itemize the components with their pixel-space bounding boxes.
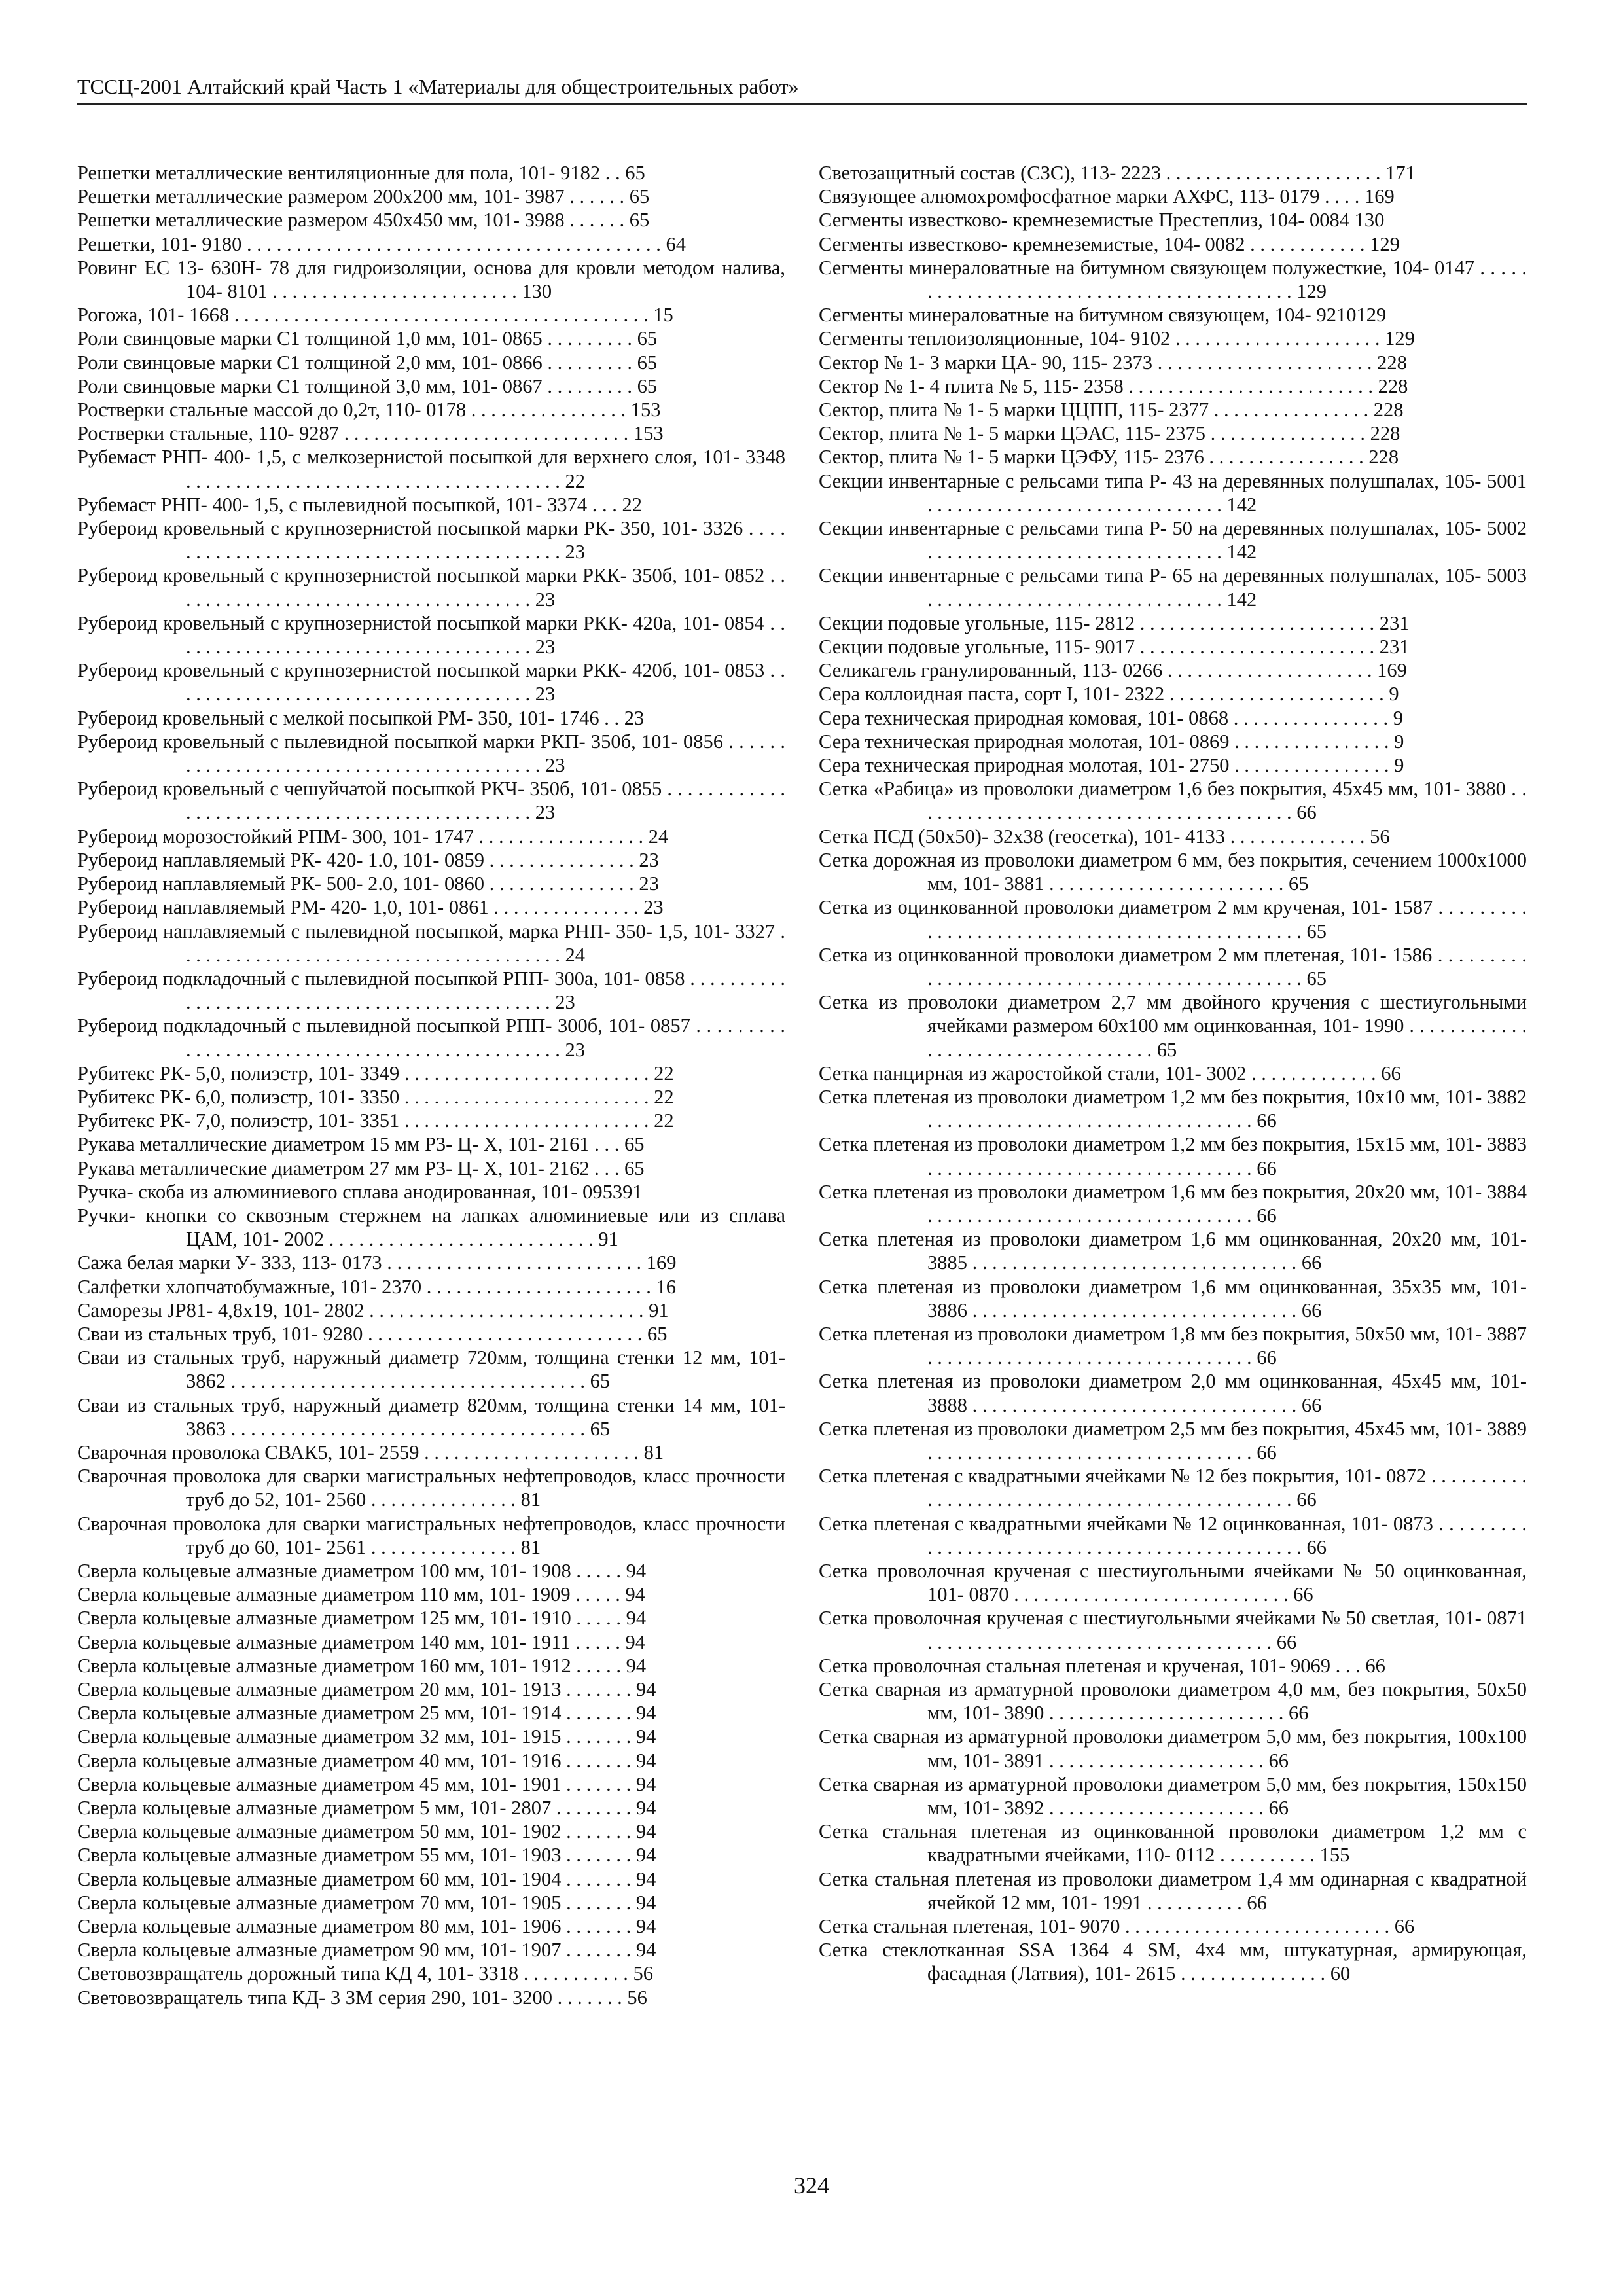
page-number: 324 <box>794 2172 829 2198</box>
index-entry: Ручки- кнопки со сквозным стержнем на лапках алюминиевые или из сплава ЦАМ, 101- 2002 . . . . . . . . . . . . . . . . . . . . . . . . . . . 91 <box>77 1204 785 1251</box>
index-entry: Рубероид кровельный с чешуйчатой посыпкой РКЧ- 350б, 101- 0855 . . . . . . . . . . . . . . . . . . . . . . . . . . . . . . . . . . . . . . . . . . . . . . . 23 <box>77 778 785 824</box>
index-entry: Сетка из оцинкованной проволоки диаметром 2 мм плетеная, 101- 1586 . . . . . . . . . . . . . . . . . . . . . . . . . . . . . . . . . . . . . . . . . . . . . . . 65 <box>819 943 1527 990</box>
index-entry: Сетка плетеная с квадратными ячейками № 12 оцинкованная, 101- 0873 . . . . . . . . . . . . . . . . . . . . . . . . . . . . . . . . . . . . . . . . . . . . . . . 66 <box>819 1512 1527 1558</box>
index-entry: Световозвращатель дорожный типа КД 4, 101- 3318 . . . . . . . . . . . 56 <box>77 1962 653 1985</box>
index-entry: Сектор № 1- 4 плита № 5, 115- 2358 . . . . . . . . . . . . . . . . . . . . . . . . . 228 <box>819 374 1408 397</box>
index-entry: Рубероид подкладочный с пылевидной посыпкой РПП- 300а, 101- 0858 . . . . . . . . . . . . . . . . . . . . . . . . . . . . . . . . . . . . . . . . . . . . . . . 23 <box>77 967 785 1014</box>
index-entry: Роли свинцовые марки С1 толщиной 2,0 мм, 101- 0866 . . . . . . . . . 65 <box>77 351 658 374</box>
index-entry: Сетка плетеная из проволоки диаметром 1,6 мм оцинкованная, 20х20 мм, 101- 3885 . . . . . . . . . . . . . . . . . . . . . . . . . . . . . . . . . 66 <box>819 1228 1527 1274</box>
index-entry: Сетка дорожная из проволоки диаметром 6 мм, без покрытия, сечением 1000х1000 мм, 101- 3881 . . . . . . . . . . . . . . . . . . . . . . . . 65 <box>819 848 1527 895</box>
index-entry: Сверла кольцевые алмазные диаметром 45 мм, 101- 1901 . . . . . . . 94 <box>77 1772 656 1795</box>
index-entry: Сварочная проволока для сварки магистральных нефтепроводов, класс прочности труб до 52, 101- 2560 . . . . . . . . . . . . . . . 81 <box>77 1465 785 1511</box>
index-entry: Сварочная проволока СВАК5, 101- 2559 . . . . . . . . . . . . . . . . . . . . . . 81 <box>77 1441 664 1463</box>
index-entry: Решетки металлические размером 450х450 мм, 101- 3988 . . . . . . 65 <box>77 209 650 232</box>
index-entry: Сверла кольцевые алмазные диаметром 20 мм, 101- 1913 . . . . . . . 94 <box>77 1678 656 1700</box>
index-entry: Рубероид подкладочный с пылевидной посыпкой РПП- 300б, 101- 0857 . . . . . . . . . . . . . . . . . . . . . . . . . . . . . . . . . . . . . . . . . . . . . . . 23 <box>77 1014 785 1061</box>
index-entry: Сверла кольцевые алмазные диаметром 60 мм, 101- 1904 . . . . . . . 94 <box>77 1867 656 1890</box>
index-entry: Решетки металлические вентиляционные для пола, 101- 9182 . . 65 <box>77 162 645 184</box>
index-entry: Рукава металлические диаметром 15 мм Р3- Ц- Х, 101- 2161 . . . 65 <box>77 1133 645 1156</box>
index-entry: Сваи из стальных труб, наружный диаметр 720мм, толщина стенки 12 мм, 101- 3862 . . . . . . . . . . . . . . . . . . . . . . . . . . . . . . . . . . . . 65 <box>77 1346 785 1393</box>
index-entry: Сетка проволочная крученая с шестиугольными ячейками № 50 оцинкованная, 101- 0870 . . . . . . . . . . . . . . . . . . . . . . . . . . . . 66 <box>819 1559 1527 1606</box>
index-entry: Сетка из оцинкованной проволоки диаметром 2 мм крученая, 101- 1587 . . . . . . . . . . . . . . . . . . . . . . . . . . . . . . . . . . . . . . . . . . . . . . . 65 <box>819 896 1527 942</box>
index-entry: Сегменты минераловатные на битумном связующем полужесткие, 104- 0147 . . . . . . . . . . . . . . . . . . . . . . . . . . . . . . . . . . . . . . . . . . 129 <box>819 256 1527 303</box>
index-entry: Секции подовые угольные, 115- 2812 . . . . . . . . . . . . . . . . . . . . . . . . 231 <box>819 611 1410 634</box>
index-entry: Сетка сварная из арматурной проволоки диаметром 5,0 мм, без покрытия, 150х150 мм, 101- 3892 . . . . . . . . . . . . . . . . . . . . . . 66 <box>819 1772 1527 1820</box>
index-entry: Сверла кольцевые алмазные диаметром 110 мм, 101- 1909 . . . . . 94 <box>77 1583 645 1606</box>
index-entry: Сверла кольцевые алмазные диаметром 160 мм, 101- 1912 . . . . . 94 <box>77 1654 647 1677</box>
index-entry: Сверла кольцевые алмазные диаметром 100 мм, 101- 1908 . . . . . 94 <box>77 1559 647 1582</box>
index-entry: Рубемаст РНП- 400- 1,5, с мелкозернистой посыпкой для верхнего слоя, 101- 3348 . . . . . . . . . . . . . . . . . . . . . . . . . . . . . . . . . . . . . . 22 <box>77 446 785 492</box>
index-entry: Сера коллоидная паста, сорт I, 101- 2322 . . . . . . . . . . . . . . . . . . . . . . 9 <box>819 683 1399 706</box>
index-entry: Ростверки стальные, 110- 9287 . . . . . . . . . . . . . . . . . . . . . . . . . . . . . 153 <box>77 422 664 445</box>
index-entry: Сегменты теплоизоляционные, 104- 9102 . . . . . . . . . . . . . . . . . . . . . 129 <box>819 327 1415 350</box>
index-entry: Сера техническая природная молотая, 101- 0869 . . . . . . . . . . . . . . . . 9 <box>819 730 1404 753</box>
index-entry: Сверла кольцевые алмазные диаметром 50 мм, 101- 1902 . . . . . . . 94 <box>77 1820 656 1843</box>
index-entry: Сетка плетеная из проволоки диаметром 2,5 мм без покрытия, 45х45 мм, 101- 3889 . . . . . . . . . . . . . . . . . . . . . . . . . . . . . . . . . 66 <box>819 1417 1527 1463</box>
index-entry: Секции подовые угольные, 115- 9017 . . . . . . . . . . . . . . . . . . . . . . . . 231 <box>819 636 1410 658</box>
index-entry: Световозвращатель типа КД- 3 ЗМ серия 290, 101- 3200 . . . . . . . 56 <box>77 1986 647 2009</box>
index-entry: Сетка стальная плетеная из оцинкованной проволоки диаметром 1,2 мм с квадратными ячейками, 110- 0112 . . . . . . . . . . 155 <box>819 1820 1527 1867</box>
index-entry: Сетка ПСД (50х50)- 32х38 (геосетка), 101- 4133 . . . . . . . . . . . . . . 56 <box>819 825 1390 848</box>
index-entry: Сектор № 1- 3 марки ЦА- 90, 115- 2373 . . . . . . . . . . . . . . . . . . . . . . 228 <box>819 351 1407 374</box>
index-entry: Сетка плетеная из проволоки диаметром 1,2 мм без покрытия, 10х10 мм, 101- 3882 . . . . . . . . . . . . . . . . . . . . . . . . . . . . . . . . . 66 <box>819 1085 1527 1132</box>
index-entry: Секции инвентарные с рельсами типа Р- 65 на деревянных полушпалах, 105- 5003 . . . . . . . . . . . . . . . . . . . . . . . . . . . . . . 142 <box>819 564 1527 611</box>
index-entry: Роли свинцовые марки С1 толщиной 1,0 мм, 101- 0865 . . . . . . . . . 65 <box>77 327 658 350</box>
index-entry: Сетка стальная плетеная, 101- 9070 . . . . . . . . . . . . . . . . . . . . . . . . . . . 66 <box>819 1915 1415 1938</box>
index-entry: Сверла кольцевые алмазные диаметром 25 мм, 101- 1914 . . . . . . . 94 <box>77 1702 656 1725</box>
index-entry: Сетка плетеная из проволоки диаметром 1,8 мм без покрытия, 50х50 мм, 101- 3887 . . . . . . . . . . . . . . . . . . . . . . . . . . . . . . . . . 66 <box>819 1322 1527 1369</box>
index-entry: Сектор, плита № 1- 5 марки ЦЭФУ, 115- 2376 . . . . . . . . . . . . . . . . 228 <box>819 446 1399 469</box>
index-entry: Сектор, плита № 1- 5 марки ЦЦПП, 115- 2377 . . . . . . . . . . . . . . . . 228 <box>819 399 1404 422</box>
index-entry: Рубероид наплавляемый РМ- 420- 1,0, 101- 0861 . . . . . . . . . . . . . . . 23 <box>77 896 664 919</box>
index-entry: Сетка плетеная с квадратными ячейками № 12 без покрытия, 101- 0872 . . . . . . . . . . . . . . . . . . . . . . . . . . . . . . . . . . . . . . . . . . . . . . . 66 <box>819 1465 1527 1511</box>
index-entry: Ручка- скоба из алюминиевого сплава анодированная, 101- 095391 <box>77 1180 643 1203</box>
index-entry: Саморезы JP81- 4,8х19, 101- 2802 . . . . . . . . . . . . . . . . . . . . . . . . . . . . 91 <box>77 1299 669 1321</box>
index-entry: Рукава металлические диаметром 27 мм Р3- Ц- Х, 101- 2162 . . . 65 <box>77 1157 645 1179</box>
index-entry: Селикагель гранулированный, 113- 0266 . . . . . . . . . . . . . . . . . . . . . 169 <box>819 659 1407 682</box>
index-entry: Сетка плетеная из проволоки диаметром 1,6 мм оцинкованная, 35х35 мм, 101- 3886 . . . . . . . . . . . . . . . . . . . . . . . . . . . . . . . . . 66 <box>819 1275 1527 1321</box>
index-entry: Сетка плетеная из проволоки диаметром 2,0 мм оцинкованная, 45х45 мм, 101- 3888 . . . . . . . . . . . . . . . . . . . . . . . . . . . . . . . . . 66 <box>819 1370 1527 1416</box>
index-entry: Рубероид морозостойкий РПМ- 300, 101- 1747 . . . . . . . . . . . . . . . . . 24 <box>77 825 669 848</box>
index-column-right <box>819 161 1527 1986</box>
index-column-left <box>77 161 785 2009</box>
index-entry: Салфетки хлопчатобумажные, 101- 2370 . . . . . . . . . . . . . . . . . . . . . . . 16 <box>77 1275 676 1298</box>
index-entry: Рубероид кровельный с крупнозернистой посыпкой марки РКК- 350б, 101- 0852 . . . . . . . . . . . . . . . . . . . . . . . . . . . . . . . . . . . . . 23 <box>77 564 785 611</box>
index-entry: Рубероид кровельный с мелкой посыпкой РМ- 350, 101- 1746 . . 23 <box>77 706 645 729</box>
index-entry: Рубемаст РНП- 400- 1,5, с пылевидной посыпкой, 101- 3374 . . . 22 <box>77 493 642 516</box>
index-entry: Сваи из стальных труб, наружный диаметр 820мм, толщина стенки 14 мм, 101- 3863 . . . . . . . . . . . . . . . . . . . . . . . . . . . . . . . . . . . . 65 <box>77 1393 785 1440</box>
index-entry: Рубероид кровельный с пылевидной посыпкой марки РКП- 350б, 101- 0856 . . . . . . . . . . . . . . . . . . . . . . . . . . . . . . . . . . . . . . . . . . 23 <box>77 730 785 777</box>
index-entry: Ростверки стальные массой до 0,2т, 110- 0178 . . . . . . . . . . . . . . . . 153 <box>77 399 661 422</box>
index-entry: Решетки металлические размером 200х200 мм, 101- 3987 . . . . . . 65 <box>77 185 650 208</box>
index-entry: Рубероид наплавляемый РК- 500- 2.0, 101- 0860 . . . . . . . . . . . . . . . 23 <box>77 872 659 895</box>
index-entry: Рубероид кровельный с крупнозернистой посыпкой марки РКК- 420а, 101- 0854 . . . . . . . . . . . . . . . . . . . . . . . . . . . . . . . . . . . . . 23 <box>77 611 785 658</box>
index-entry: Сверла кольцевые алмазные диаметром 90 мм, 101- 1907 . . . . . . . 94 <box>77 1939 656 1962</box>
index-entry: Связующее алюмохромфосфатное марки АХФС, 113- 0179 . . . . 169 <box>819 185 1395 208</box>
index-entry: Рубитекс РК- 7,0, полиэстр, 101- 3351 . . . . . . . . . . . . . . . . . . . . . . . . . 22 <box>77 1109 674 1132</box>
index-entry: Рубероид кровельный с крупнозернистой посыпкой марки РК- 350, 101- 3326 . . . . . . . . . . . . . . . . . . . . . . . . . . . . . . . . . . . . . . . . . . 23 <box>77 517 785 564</box>
index-entry: Сваи из стальных труб, 101- 9280 . . . . . . . . . . . . . . . . . . . . . . . . . . . . 65 <box>77 1322 668 1345</box>
index-entry: Сетка плетеная из проволоки диаметром 1,6 мм без покрытия, 20х20 мм, 101- 3884 . . . . . . . . . . . . . . . . . . . . . . . . . . . . . . . . . 66 <box>819 1180 1527 1227</box>
index-entry: Сверла кольцевые алмазные диаметром 70 мм, 101- 1905 . . . . . . . 94 <box>77 1891 656 1914</box>
index-entry: Сектор, плита № 1- 5 марки ЦЭАС, 115- 2375 . . . . . . . . . . . . . . . . 228 <box>819 422 1400 445</box>
index-entry: Сверла кольцевые алмазные диаметром 32 мм, 101- 1915 . . . . . . . 94 <box>77 1725 656 1748</box>
index-entry: Сетка плетеная из проволоки диаметром 1,2 мм без покрытия, 15х15 мм, 101- 3883 . . . . . . . . . . . . . . . . . . . . . . . . . . . . . . . . . 66 <box>819 1133 1527 1179</box>
page-header: ТССЦ-2001 Алтайский край Часть 1 «Материалы для общестроительных работ» <box>77 73 1527 105</box>
index-entry: Сетка «Рабица» из проволоки диаметром 1,6 без покрытия, 45х45 мм, 101- 3880 . . . . . . . . . . . . . . . . . . . . . . . . . . . . . . . . . . . . . . . 66 <box>819 778 1527 824</box>
index-entry: Сетка проволочная стальная плетеная и крученая, 101- 9069 . . . 66 <box>819 1654 1385 1677</box>
index-entry: Сетка сварная из арматурной проволоки диаметром 5,0 мм, без покрытия, 100х100 мм, 101- 3891 . . . . . . . . . . . . . . . . . . . . . . 66 <box>819 1725 1527 1772</box>
index-entry: Рубероид кровельный с крупнозернистой посыпкой марки РКК- 420б, 101- 0853 . . . . . . . . . . . . . . . . . . . . . . . . . . . . . . . . . . . . . 23 <box>77 659 785 706</box>
index-entry: Сверла кольцевые алмазные диаметром 80 мм, 101- 1906 . . . . . . . 94 <box>77 1915 656 1938</box>
index-entry: Сварочная проволока для сварки магистральных нефтепроводов, класс прочности труб до 60, 101- 2561 . . . . . . . . . . . . . . . 81 <box>77 1512 785 1558</box>
index-entry: Сверла кольцевые алмазные диаметром 40 мм, 101- 1916 . . . . . . . 94 <box>77 1749 656 1772</box>
index-entry: Решетки, 101- 9180 . . . . . . . . . . . . . . . . . . . . . . . . . . . . . . . . . . . . . . . . . . 64 <box>77 232 686 255</box>
index-entry: Сегменты минераловатные на битумном связующем, 104- 9210129 <box>819 304 1387 327</box>
index-entry: Сверла кольцевые алмазные диаметром 125 мм, 101- 1910 . . . . . 94 <box>77 1607 647 1630</box>
index-entry: Сетка стеклотканная SSA 1364 4 SM, 4х4 мм, штукатурная, армирующая, фасадная (Латвия), 101- 2615 . . . . . . . . . . . . . . . 60 <box>819 1939 1527 1985</box>
index-entry: Секции инвентарные с рельсами типа Р- 50 на деревянных полушпалах, 105- 5002 . . . . . . . . . . . . . . . . . . . . . . . . . . . . . . 142 <box>819 517 1527 564</box>
index-entry: Сетка панцирная из жаростойкой стали, 101- 3002 . . . . . . . . . . . . . 66 <box>819 1062 1401 1085</box>
index-entry: Сетка стальная плетеная из проволоки диаметром 1,4 мм одинарная с квадратной ячейкой 12 мм, 101- 1991 . . . . . . . . . . 66 <box>819 1867 1527 1914</box>
index-entry: Сажа белая марки У- 333, 113- 0173 . . . . . . . . . . . . . . . . . . . . . . . . . . 169 <box>77 1251 677 1274</box>
index-entry: Рубероид наплавляемый с пылевидной посыпкой, марка РНП- 350- 1,5, 101- 3327 . . . . . . . . . . . . . . . . . . . . . . . . . . . . . . . . . . . . . . . 24 <box>77 920 785 966</box>
index-entry: Сверла кольцевые алмазные диаметром 5 мм, 101- 2807 . . . . . . . . 94 <box>77 1797 656 1820</box>
index-entry: Сверла кольцевые алмазные диаметром 140 мм, 101- 1911 . . . . . 94 <box>77 1630 645 1653</box>
index-entry: Рубитекс РК- 5,0, полиэстр, 101- 3349 . . . . . . . . . . . . . . . . . . . . . . . . . 22 <box>77 1062 674 1085</box>
index-entry: Сегменты известково- кремнеземистые Престеплиз, 104- 0084 130 <box>819 209 1385 232</box>
index-entry: Сетка проволочная крученая с шестиугольными ячейками № 50 светлая, 101- 0871 . . . . . . . . . . . . . . . . . . . . . . . . . . . . . . . . . . . 66 <box>819 1607 1527 1653</box>
index-entry: Ровинг ЕС 13- 630Н- 78 для гидроизоляции, основа для кровли методом налива, 104- 8101 . . . . . . . . . . . . . . . . . . . . . . . . . 130 <box>77 256 785 303</box>
index-entry: Сверла кольцевые алмазные диаметром 55 мм, 101- 1903 . . . . . . . 94 <box>77 1844 656 1867</box>
index-entry: Сегменты известково- кремнеземистые, 104- 0082 . . . . . . . . . . . . 129 <box>819 232 1400 255</box>
index-entry: Сетка из проволоки диаметром 2,7 мм двойного кручения с шестиугольными ячейками размером 60х100 мм оцинкованная, 101- 1990 . . . . . . . . . . . . . . . . . . . . . . . . . . . . . . . . . . . 65 <box>819 991 1527 1061</box>
index-entry: Сетка сварная из арматурной проволоки диаметром 4,0 мм, без покрытия, 50х50 мм, 101- 3890 . . . . . . . . . . . . . . . . . . . . . . . . 66 <box>819 1678 1527 1725</box>
index-entry: Сера техническая природная комовая, 101- 0868 . . . . . . . . . . . . . . . . 9 <box>819 706 1404 729</box>
index-entry: Роли свинцовые марки С1 толщиной 3,0 мм, 101- 0867 . . . . . . . . . 65 <box>77 374 658 397</box>
index-entry: Секции инвентарные с рельсами типа Р- 43 на деревянных полушпалах, 105- 5001 . . . . . . . . . . . . . . . . . . . . . . . . . . . . . . 142 <box>819 469 1527 516</box>
index-entry: Рубероид наплавляемый РК- 420- 1.0, 101- 0859 . . . . . . . . . . . . . . . 23 <box>77 848 659 871</box>
index-entry: Рогожа, 101- 1668 . . . . . . . . . . . . . . . . . . . . . . . . . . . . . . . . . . . . . . . . . . 15 <box>77 304 673 327</box>
index-entry: Светозащитный состав (СЗС), 113- 2223 . . . . . . . . . . . . . . . . . . . . . . 171 <box>819 162 1416 184</box>
index-entry: Рубитекс РК- 6,0, полиэстр, 101- 3350 . . . . . . . . . . . . . . . . . . . . . . . . . 22 <box>77 1085 674 1108</box>
index-entry: Сера техническая природная молотая, 101- 2750 . . . . . . . . . . . . . . . . 9 <box>819 754 1404 777</box>
